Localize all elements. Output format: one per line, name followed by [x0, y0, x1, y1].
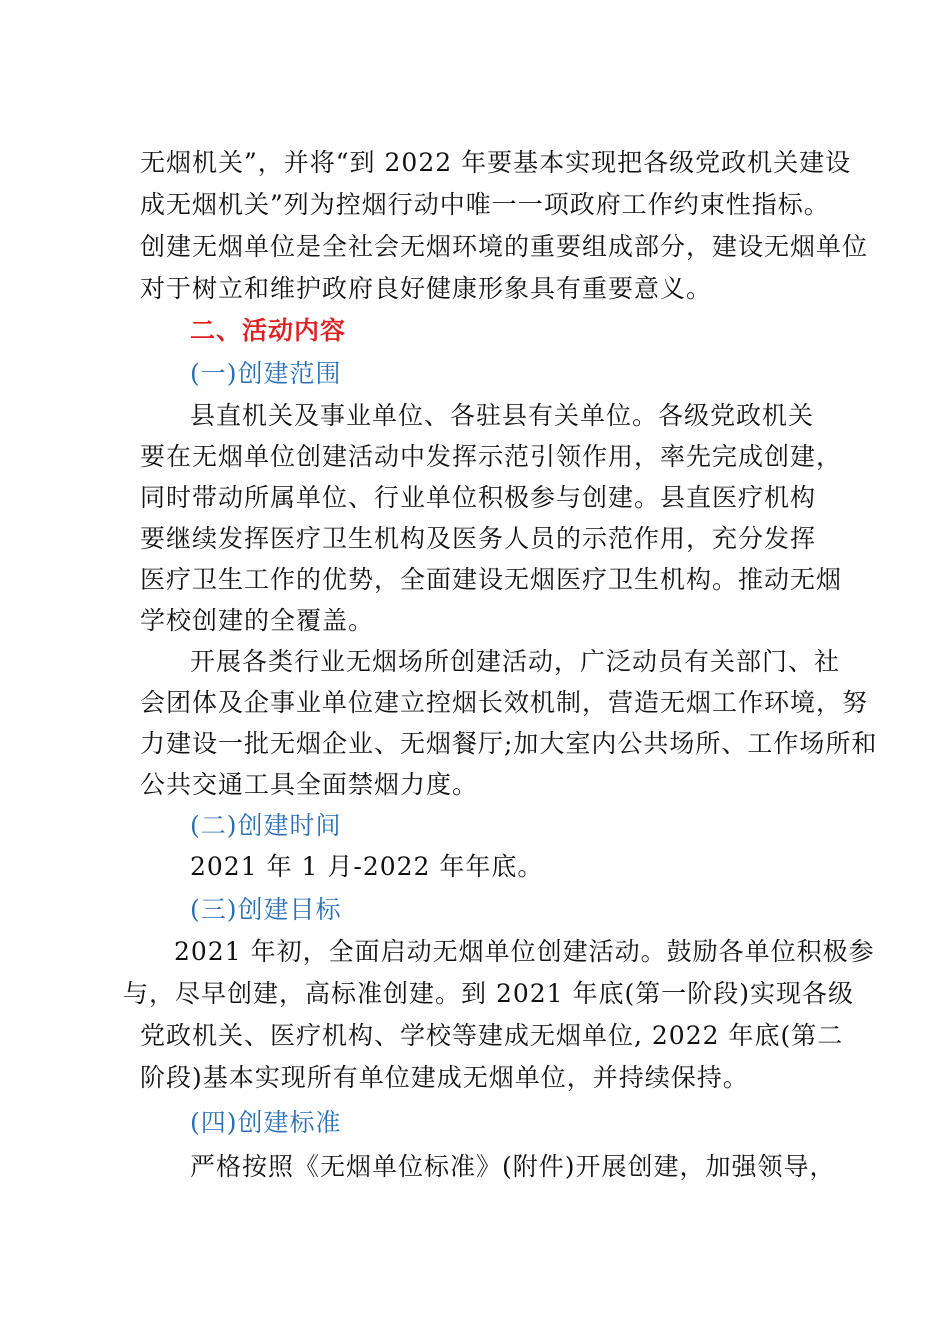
body-text-line: 要在无烟单位创建活动中发挥示范引领作用，率先完成创建， — [140, 442, 843, 471]
subsection-heading: (三)创建目标 — [190, 895, 342, 924]
body-text-line: 力建设一批无烟企业、无烟餐厅;加大室内公共场所、工作场所和 — [140, 729, 878, 758]
body-text-line: 县直机关及事业单位、各驻县有关单位。各级党政机关 — [190, 401, 815, 430]
body-text-line: 学校创建的全覆盖。 — [140, 606, 375, 635]
body-text-line: 党政机关、医疗机构、学校等建成无烟单位, 2022 年底(第二 — [140, 1021, 844, 1050]
subsection-heading: (四)创建标准 — [190, 1108, 342, 1137]
section-heading: 二、活动内容 — [190, 316, 347, 345]
body-text-line: 2021 年初，全面启动无烟单位创建活动。鼓励各单位积极参 — [174, 937, 875, 966]
subsection-heading: (二)创建时间 — [190, 811, 342, 840]
body-text-line: 创建无烟单位是全社会无烟环境的重要组成部分，建设无烟单位 — [140, 232, 869, 261]
body-text-line: 成无烟机关”列为控烟行动中唯一一项政府工作约束性指标。 — [140, 190, 830, 219]
body-text-line: 开展各类行业无烟场所创建活动，广泛动员有关部门、社 — [190, 647, 841, 676]
body-text-line: 严格按照《无烟单位标准》(附件)开展创建，加强领导， — [190, 1152, 836, 1181]
body-text-line: 无烟机关”，并将“到 2022 年要基本实现把各级党政机关建设 — [140, 148, 852, 177]
body-text-line: 医疗卫生工作的优势，全面建设无烟医疗卫生机构。推动无烟 — [140, 565, 843, 594]
body-text-line: 对于树立和维护政府良好健康形象具有重要意义。 — [140, 274, 713, 303]
body-text-line: 要继续发挥医疗卫生机构及医务人员的示范作用，充分发挥 — [140, 524, 817, 553]
body-text-line: 公共交通工具全面禁烟力度。 — [140, 770, 479, 799]
body-text-line: 会团体及企事业单位建立控烟长效机制，营造无烟工作环境，努 — [140, 688, 869, 717]
body-text-line: 与，尽早创建，高标准创建。到 2021 年底(第一阶段)实现各级 — [123, 979, 855, 1008]
body-text-line: 阶段)基本实现所有单位建成无烟单位，并持续保持。 — [140, 1063, 749, 1092]
body-text-line: 同时带动所属单位、行业单位积极参与创建。县直医疗机构 — [140, 483, 817, 512]
subsection-heading: (一)创建范围 — [190, 359, 342, 388]
body-text-line: 2021 年 1 月-2022 年年底。 — [190, 852, 544, 881]
